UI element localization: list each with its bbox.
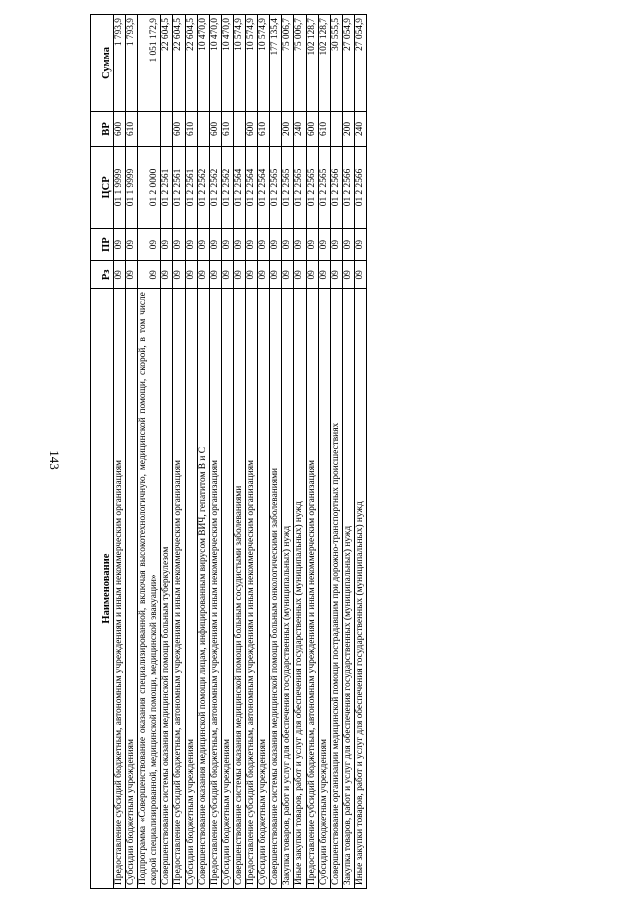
row-rz: 09 xyxy=(233,261,245,289)
row-pr: 09 xyxy=(173,228,185,261)
row-rz: 09 xyxy=(114,261,126,289)
row-pr: 09 xyxy=(233,228,245,261)
table-row xyxy=(330,15,342,889)
row-name: Подпрограмма «Совершенствование оказания специализированной, включая высокотехнологичную, медицинской помощи, скорой, в том числе скорой специализированной, медицинской помощи, медицинской эвакуации» xyxy=(138,289,161,889)
table-row xyxy=(114,15,126,889)
row-rz: 09 xyxy=(209,261,221,289)
row-sum: 30 555,5 xyxy=(330,15,342,112)
row-vr: 600 xyxy=(306,111,318,146)
row-sum: 1 051 172,9 xyxy=(138,15,161,112)
row-pr: 09 xyxy=(270,228,282,261)
budget-table xyxy=(90,14,367,889)
row-csr: 01 2 2566 xyxy=(330,147,342,229)
row-csr: 01 2 2565 xyxy=(282,147,294,229)
table-row xyxy=(221,15,233,889)
row-rz: 09 xyxy=(173,261,185,289)
table-row xyxy=(246,15,258,889)
row-pr: 09 xyxy=(126,228,138,261)
row-name: Совершенствование системы оказания медицинской помощи больным туберкулезом xyxy=(161,289,173,889)
row-sum: 10 470,0 xyxy=(209,15,221,112)
row-rz: 09 xyxy=(294,261,306,289)
row-pr: 09 xyxy=(185,228,197,261)
row-rz: 09 xyxy=(197,261,209,289)
row-vr xyxy=(270,111,282,146)
row-sum: 10 574,9 xyxy=(233,15,245,112)
row-csr: 01 2 2561 xyxy=(161,147,173,229)
row-name: Иные закупки товаров, работ и услуг для обеспечения государственных (муниципальных) нужд xyxy=(354,289,366,889)
row-rz: 09 xyxy=(354,261,366,289)
row-sum: 102 128,7 xyxy=(318,15,330,112)
row-sum: 75 006,7 xyxy=(294,15,306,112)
table-row xyxy=(282,15,294,889)
row-sum: 177 135,4 xyxy=(270,15,282,112)
row-name: Субсидии бюджетным учреждениям xyxy=(221,289,233,889)
row-vr: 200 xyxy=(282,111,294,146)
row-sum: 1 793,9 xyxy=(114,15,126,112)
header-name: Наименование xyxy=(91,289,114,889)
header-vr: ВР xyxy=(91,111,114,146)
row-sum: 75 006,7 xyxy=(282,15,294,112)
row-csr: 01 2 2565 xyxy=(306,147,318,229)
row-name: Предоставление субсидий бюджетным, автономным учреждениям и иным некоммерческим организациям xyxy=(209,289,221,889)
row-sum: 22 604,5 xyxy=(161,15,173,112)
row-rz: 09 xyxy=(270,261,282,289)
row-rz: 09 xyxy=(161,261,173,289)
row-vr: 600 xyxy=(114,111,126,146)
row-sum: 27 054,9 xyxy=(354,15,366,112)
row-name: Предоставление субсидий бюджетным, автономным учреждениям и иным некоммерческим организациям xyxy=(173,289,185,889)
row-pr: 09 xyxy=(258,228,270,261)
row-vr: 610 xyxy=(126,111,138,146)
row-sum: 10 470,0 xyxy=(221,15,233,112)
row-pr: 09 xyxy=(221,228,233,261)
row-pr: 09 xyxy=(354,228,366,261)
row-sum: 27 054,9 xyxy=(342,15,354,112)
table-row xyxy=(209,15,221,889)
page-number: 143 xyxy=(46,450,62,470)
row-rz: 09 xyxy=(246,261,258,289)
row-vr: 610 xyxy=(221,111,233,146)
row-name: Совершенствование организации медицинской помощи пострадавшим при дорожно-транспортных происшествиях xyxy=(330,289,342,889)
row-vr: 240 xyxy=(354,111,366,146)
header-csr: ЦСР xyxy=(91,147,114,229)
row-sum: 10 574,9 xyxy=(258,15,270,112)
table-row xyxy=(185,15,197,889)
header-sum: Сумма xyxy=(91,15,114,112)
row-vr: 610 xyxy=(318,111,330,146)
table-row xyxy=(197,15,209,889)
row-pr: 09 xyxy=(294,228,306,261)
row-vr xyxy=(138,111,161,146)
table-row xyxy=(126,15,138,889)
table-row xyxy=(233,15,245,889)
row-pr: 09 xyxy=(161,228,173,261)
row-sum: 10 470,0 xyxy=(197,15,209,112)
row-vr xyxy=(161,111,173,146)
row-name: Совершенствование системы оказания медицинской помощи больным сосудистыми заболеваниями xyxy=(233,289,245,889)
row-vr: 600 xyxy=(173,111,185,146)
row-csr: 01 2 2565 xyxy=(270,147,282,229)
row-rz: 09 xyxy=(221,261,233,289)
row-rz: 09 xyxy=(138,261,161,289)
row-pr: 09 xyxy=(246,228,258,261)
table-row xyxy=(342,15,354,889)
row-rz: 09 xyxy=(258,261,270,289)
table-row xyxy=(306,15,318,889)
row-vr: 600 xyxy=(246,111,258,146)
row-pr: 09 xyxy=(330,228,342,261)
row-rz: 09 xyxy=(306,261,318,289)
row-pr: 09 xyxy=(197,228,209,261)
row-name: Совершенствование оказания медицинской помощи лицам, инфицированным вирусом ВИЧ, гепатитом В и С xyxy=(197,289,209,889)
table-row xyxy=(318,15,330,889)
row-pr: 09 xyxy=(282,228,294,261)
row-rz: 09 xyxy=(185,261,197,289)
row-vr xyxy=(233,111,245,146)
row-sum: 22 604,5 xyxy=(185,15,197,112)
row-csr: 01 1 9999 xyxy=(114,147,126,229)
row-name: Предоставление субсидий бюджетным, автономным учреждениям и иным некоммерческим организациям xyxy=(306,289,318,889)
row-csr: 01 1 9999 xyxy=(126,147,138,229)
table-row xyxy=(161,15,173,889)
table-row xyxy=(354,15,366,889)
row-name: Субсидии бюджетным учреждениям xyxy=(185,289,197,889)
row-csr: 01 2 2565 xyxy=(318,147,330,229)
row-name: Закупка товаров, работ и услуг для обеспечения государственных (муниципальных) нужд xyxy=(282,289,294,889)
row-csr: 01 2 2564 xyxy=(233,147,245,229)
row-vr: 610 xyxy=(258,111,270,146)
row-vr xyxy=(330,111,342,146)
row-csr: 01 2 2562 xyxy=(197,147,209,229)
row-pr: 09 xyxy=(342,228,354,261)
row-name: Закупка товаров, работ и услуг для обеспечения государственных (муниципальных) нужд xyxy=(342,289,354,889)
row-pr: 09 xyxy=(318,228,330,261)
table-row xyxy=(258,15,270,889)
row-sum: 1 793,9 xyxy=(126,15,138,112)
row-name: Предоставление субсидий бюджетным, автономным учреждениям и иным некоммерческим организациям xyxy=(246,289,258,889)
row-csr: 01 2 2565 xyxy=(294,147,306,229)
header-rz: Рз xyxy=(91,261,114,289)
row-vr xyxy=(197,111,209,146)
row-name: Субсидии бюджетным учреждениям xyxy=(126,289,138,889)
table-row xyxy=(294,15,306,889)
row-csr: 01 2 2566 xyxy=(354,147,366,229)
row-csr: 01 2 2562 xyxy=(221,147,233,229)
row-csr: 01 2 0000 xyxy=(138,147,161,229)
row-rz: 09 xyxy=(342,261,354,289)
row-rz: 09 xyxy=(330,261,342,289)
row-csr: 01 2 2566 xyxy=(342,147,354,229)
row-vr: 200 xyxy=(342,111,354,146)
table-row xyxy=(173,15,185,889)
row-rz: 09 xyxy=(126,261,138,289)
row-rz: 09 xyxy=(318,261,330,289)
table-row xyxy=(270,15,282,889)
row-name: Иные закупки товаров, работ и услуг для обеспечения государственных (муниципальных) нужд xyxy=(294,289,306,889)
table-row xyxy=(138,15,161,889)
rotated-page xyxy=(90,14,580,889)
row-vr: 600 xyxy=(209,111,221,146)
row-sum: 10 574,9 xyxy=(246,15,258,112)
row-pr: 09 xyxy=(209,228,221,261)
row-name: Субсидии бюджетным учреждениям xyxy=(318,289,330,889)
row-rz: 09 xyxy=(282,261,294,289)
row-csr: 01 2 2561 xyxy=(185,147,197,229)
row-pr: 09 xyxy=(114,228,126,261)
row-vr: 240 xyxy=(294,111,306,146)
row-csr: 01 2 2562 xyxy=(209,147,221,229)
row-csr: 01 2 2564 xyxy=(246,147,258,229)
row-vr: 610 xyxy=(185,111,197,146)
row-name: Совершенствование системы оказания медицинской помощи больным онкологическими заболеваниями xyxy=(270,289,282,889)
header-pr: ПР xyxy=(91,228,114,261)
row-sum: 22 604,5 xyxy=(173,15,185,112)
row-pr: 09 xyxy=(138,228,161,261)
row-csr: 01 2 2561 xyxy=(173,147,185,229)
row-pr: 09 xyxy=(306,228,318,261)
row-name: Предоставление субсидий бюджетным, автономным учреждениям и иным некоммерческим организациям xyxy=(114,289,126,889)
row-sum: 102 128,7 xyxy=(306,15,318,112)
table-header-row xyxy=(91,15,114,889)
row-name: Субсидии бюджетным учреждениям xyxy=(258,289,270,889)
row-csr: 01 2 2564 xyxy=(258,147,270,229)
